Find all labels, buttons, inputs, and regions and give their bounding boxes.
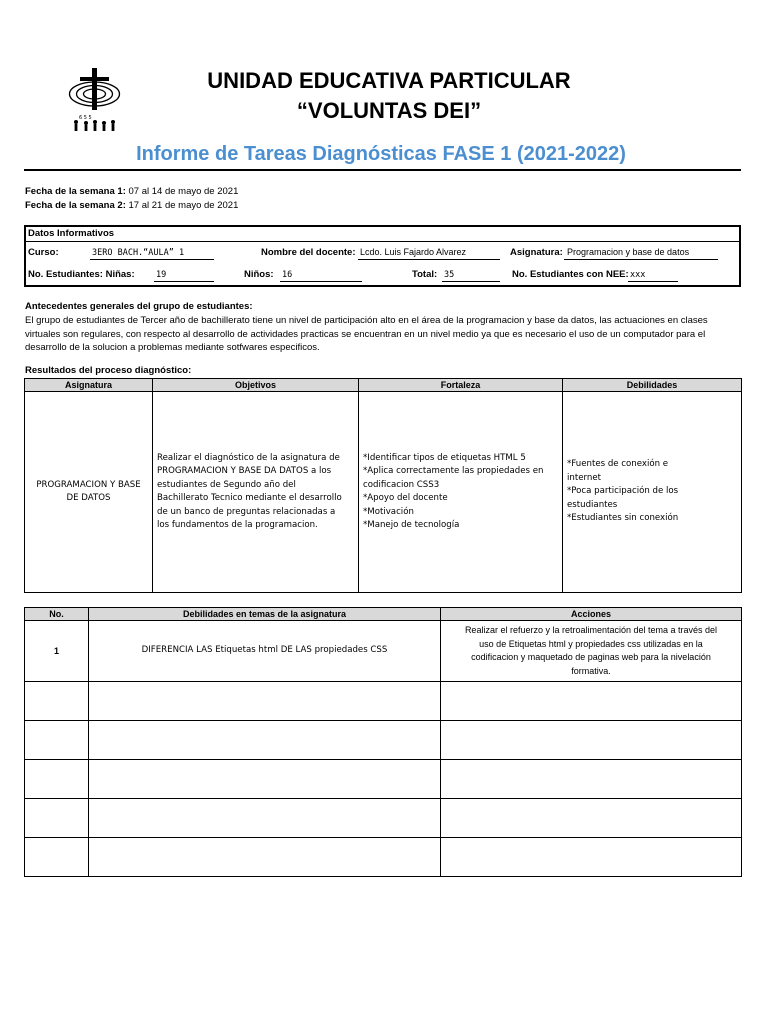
logo-lettering: 6 5 5 <box>79 115 92 121</box>
table-row <box>25 721 742 760</box>
debilidades-line: *Estudiantes sin conexión <box>567 513 679 524</box>
antecedentes-title: Antecedentes generales del grupo de estudiantes: <box>25 301 253 312</box>
fortaleza-line: *Manejo de tecnología <box>363 520 460 530</box>
objetivos-line: Realizar el diagnóstico de la asignatura de <box>157 452 340 463</box>
empty-cell <box>441 838 742 877</box>
title-rule <box>24 169 741 171</box>
nee-value: xxx <box>630 270 646 280</box>
objetivos-line: de un banco de preguntas relacionadas a <box>157 506 336 517</box>
school-name: UNIDAD EDUCATIVA PARTICULAR <box>207 68 571 93</box>
empty-cell <box>25 760 89 799</box>
table-row <box>25 621 742 682</box>
results-title: Resultados del proceso diagnóstico: <box>25 365 192 376</box>
total-value: 35 <box>444 270 455 280</box>
asignatura-label: Asignatura: <box>510 247 563 258</box>
accion-line: uso de Etiquetas html y propiedades css utilizadas en la <box>479 638 703 649</box>
curso-label: Curso: <box>28 247 59 258</box>
empty-cell <box>89 682 441 721</box>
empty-cell <box>441 760 742 799</box>
cell-asignatura <box>25 392 153 593</box>
ninas-label: No. Estudiantes: Niñas: <box>28 269 135 280</box>
actions-table <box>24 607 742 877</box>
header-no: No. <box>25 608 89 621</box>
school-motto: “VOLUNTAS DEI” <box>296 98 482 123</box>
objetivos-line: PROGRAMACION Y BASE DA DATOS a los <box>157 466 332 476</box>
table-row <box>25 682 742 721</box>
week2-value: 17 al 21 de mayo de 2021 <box>128 200 239 211</box>
asignatura-line: DE DATOS <box>66 493 111 503</box>
curso-value: 3ERO BACH.“AULA” 1 <box>92 248 185 258</box>
antecedentes-body: El grupo de estudiantes de Tercer año de bachillerato tiene un nivel de participación alto en el área de la programacion y base da datos, las actuaciones en clases virtuales son regulares, con respecto al desarrollo de actividades practicas se encuentran en un nivel medio ya que es necesario el uso de un computador para el desarrollo de la solucion a problemas mediante sotfwares especificos. <box>25 315 708 353</box>
week1-line <box>25 186 238 197</box>
total-label: Total: <box>412 269 438 280</box>
results-row <box>25 392 742 593</box>
row-accion <box>441 621 742 682</box>
row-number: 1 <box>25 621 89 682</box>
empty-cell <box>89 760 441 799</box>
info-box <box>24 225 741 287</box>
nee-label: No. Estudiantes con NEE: <box>512 269 629 280</box>
asignatura-line: PROGRAMACION Y BASE <box>36 479 141 490</box>
cell-fortaleza <box>359 392 563 593</box>
header-fortaleza: Fortaleza <box>359 379 563 392</box>
fortaleza-line: codificacion CSS3 <box>363 479 440 490</box>
fortaleza-line: *Apoyo del docente <box>363 493 448 503</box>
row-debilidad-text: DIFERENCIA LAS Etiquetas html DE LAS propiedades CSS <box>141 645 388 656</box>
docente-label: Nombre del docente: <box>261 247 356 258</box>
report-title: Informe de Tareas Diagnósticas FASE 1 (2021-2022) <box>136 143 626 165</box>
empty-cell <box>89 838 441 877</box>
ninas-value: 19 <box>156 270 167 280</box>
header-asignatura: Asignatura <box>25 379 153 392</box>
table-row <box>25 838 742 877</box>
empty-cell <box>89 721 441 760</box>
table-row <box>25 799 742 838</box>
table-row <box>25 760 742 799</box>
results-table <box>24 378 742 593</box>
accion-line: Realizar el refuerzo y la retroalimentación del tema a través del <box>464 625 718 635</box>
cell-objetivos <box>153 392 359 593</box>
info-header-divider <box>26 241 739 242</box>
asignatura-value: Programacion y base de datos <box>567 247 690 257</box>
empty-cell <box>25 682 89 721</box>
docente-value: Lcdo. Luis Fajardo Alvarez <box>360 247 467 257</box>
week2-label: Fecha de la semana 2: <box>25 200 126 211</box>
header-acciones: Acciones <box>441 608 742 621</box>
fortaleza-line: *Motivación <box>363 506 414 517</box>
fortaleza-line: *Identificar tipos de etiquetas HTML 5 <box>363 452 526 463</box>
results-header-row <box>25 379 742 392</box>
empty-cell <box>441 682 742 721</box>
debilidades-line: *Fuentes de conexión e <box>567 459 669 470</box>
fortaleza-line: *Aplica correctamente las propiedades en <box>363 466 544 476</box>
ninos-label: Niños: <box>244 269 274 280</box>
objetivos-line: Bachillerato Tecnico mediante el desarrollo <box>157 493 342 503</box>
empty-cell <box>441 799 742 838</box>
accion-line: formativa. <box>571 665 611 676</box>
header-debilidades: Debilidades <box>563 379 742 392</box>
week1-value: 07 al 14 de mayo de 2021 <box>128 186 239 197</box>
header-debilidades-temas: Debilidades en temas de la asignatura <box>89 608 441 621</box>
empty-cell <box>441 721 742 760</box>
debilidades-line: internet <box>567 472 601 483</box>
objetivos-line: estudiantes de Segundo año del <box>157 479 296 490</box>
ninos-underline <box>280 269 362 282</box>
info-section-label: Datos Informativos <box>28 228 115 239</box>
row-debilidad <box>89 621 441 682</box>
actions-header-row <box>25 608 742 621</box>
cell-debilidades <box>563 392 742 593</box>
debilidades-line: estudiantes <box>567 499 618 510</box>
ninos-value: 16 <box>282 270 293 280</box>
week1-label: Fecha de la semana 1: <box>25 186 126 197</box>
empty-cell <box>89 799 441 838</box>
week2-line <box>25 200 238 211</box>
empty-cell <box>25 799 89 838</box>
debilidades-line: *Poca participación de los <box>567 486 679 497</box>
accion-line: codificacion y maquetado de paginas web para la nivelación <box>471 652 711 662</box>
header-objetivos: Objetivos <box>153 379 359 392</box>
objetivos-line: los fundamentos de la programacion. <box>157 520 318 530</box>
empty-cell <box>25 721 89 760</box>
empty-cell <box>25 838 89 877</box>
